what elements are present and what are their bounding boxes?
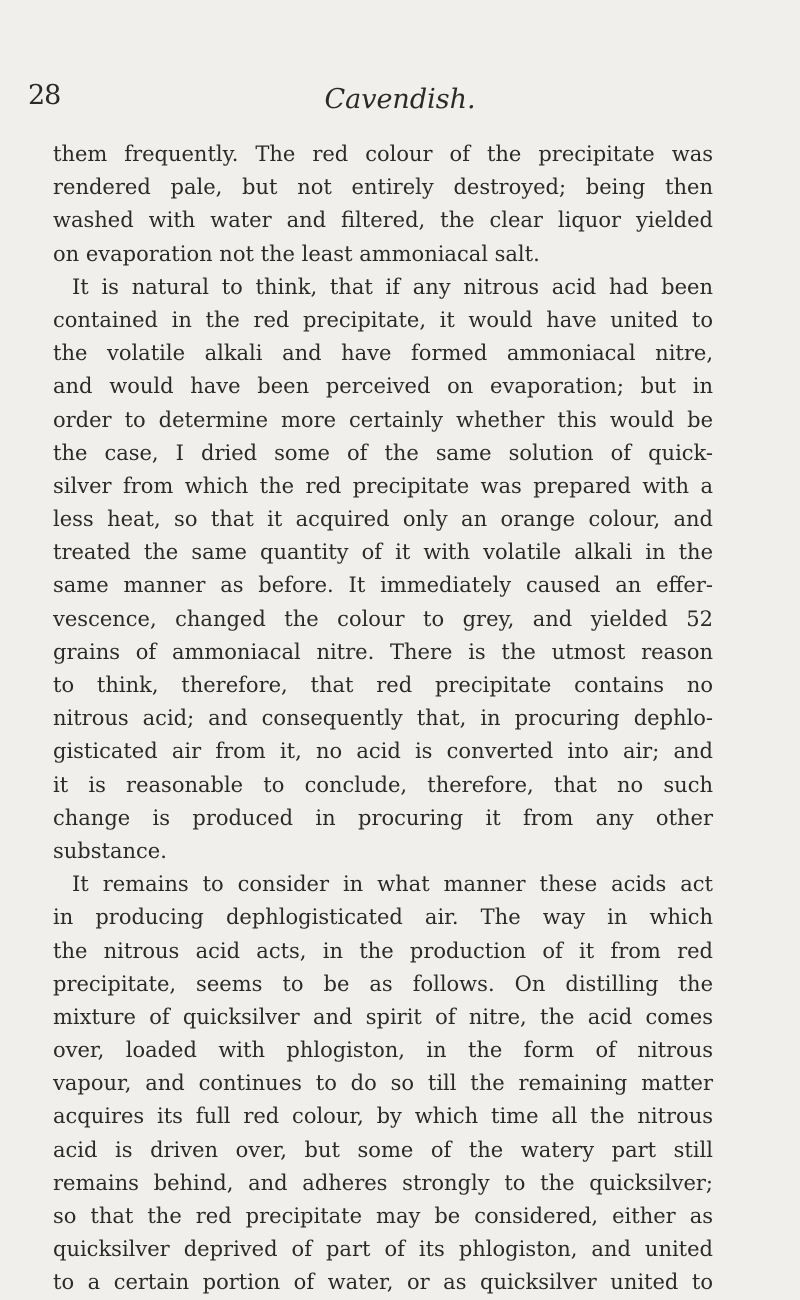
page-number: 28 [28,80,61,111]
text-line: rendered pale, but not entirely destroyed; being then [53,175,713,200]
text-line: the volatile alkali and have formed ammoniacal nitre, [53,341,713,366]
text-line: on evaporation not the least ammoniacal salt. [53,241,540,266]
text-line: quicksilver deprived of part of its phlogiston, and united [53,1237,713,1262]
text-line: and would have been perceived on evaporation; but in [53,374,713,399]
text-line: over, loaded with phlogiston, in the form of nitrous [53,1038,713,1063]
text-line: them frequently. The red colour of the precipitate was [53,142,713,166]
text-line: to a certain portion of water, or as quicksilver united to [53,1270,713,1295]
text-line: vescence, changed the colour to grey, and yielded 52 [53,606,713,631]
text-line: grains of ammoniacal nitre. There is the utmost reason [53,639,713,664]
text-line: order to determine more certainly whether this would be [53,407,713,432]
text-line: it is reasonable to conclude, therefore, that no such [53,772,713,797]
page-header [0,70,800,120]
text-line: change is produced in procuring it from any other [53,805,713,830]
text-line: so that the red precipitate may be considered, either as [53,1204,713,1228]
text-line: nitrous acid; and consequently that, in procuring dephlo- [53,706,713,731]
text-line: acquires its full red colour, by which time all the nitrous [53,1104,713,1129]
text-line: gisticated air from it, no acid is converted into air; and [53,739,713,764]
text-line: the nitrous acid acts, in the production of it from red [53,938,713,963]
text-line: contained in the red precipitate, it would have united to [53,307,713,332]
text-line: precipitate, seems to be as follows. On distilling the [53,971,713,996]
text-line: substance. [53,838,167,863]
text-line: silver from which the red precipitate was prepared with a [53,473,713,498]
running-head: Cavendish. [324,84,476,115]
text-line: mixture of quicksilver and spirit of nitre, the acid comes [53,1004,713,1029]
text-line: treated the same quantity of it with volatile alkali in the [53,540,713,565]
text-line: remains behind, and adheres strongly to the quicksilver; [53,1170,713,1195]
text-line: to think, therefore, that red precipitate contains no [53,673,713,697]
text-line: acid is driven over, but some of the watery part still [53,1137,713,1162]
text-line: washed with water and filtered, the clear liquor yielded [53,208,713,233]
paragraph-start: It remains to consider in what manner these acids act [72,872,713,897]
paragraph-start: It is natural to think, that if any nitrous acid had been [72,274,713,299]
text-line: less heat, so that it acquired only an orange colour, and [53,507,713,532]
text-line: the case, I dried some of the same solution of quick- [53,440,713,465]
body-text [53,138,713,1300]
text-line: same manner as before. It immediately caused an effer- [53,573,713,598]
text-line: vapour, and continues to do so till the remaining matter [53,1071,713,1096]
text-line: in producing dephlogisticated air. The way in which [53,905,713,930]
